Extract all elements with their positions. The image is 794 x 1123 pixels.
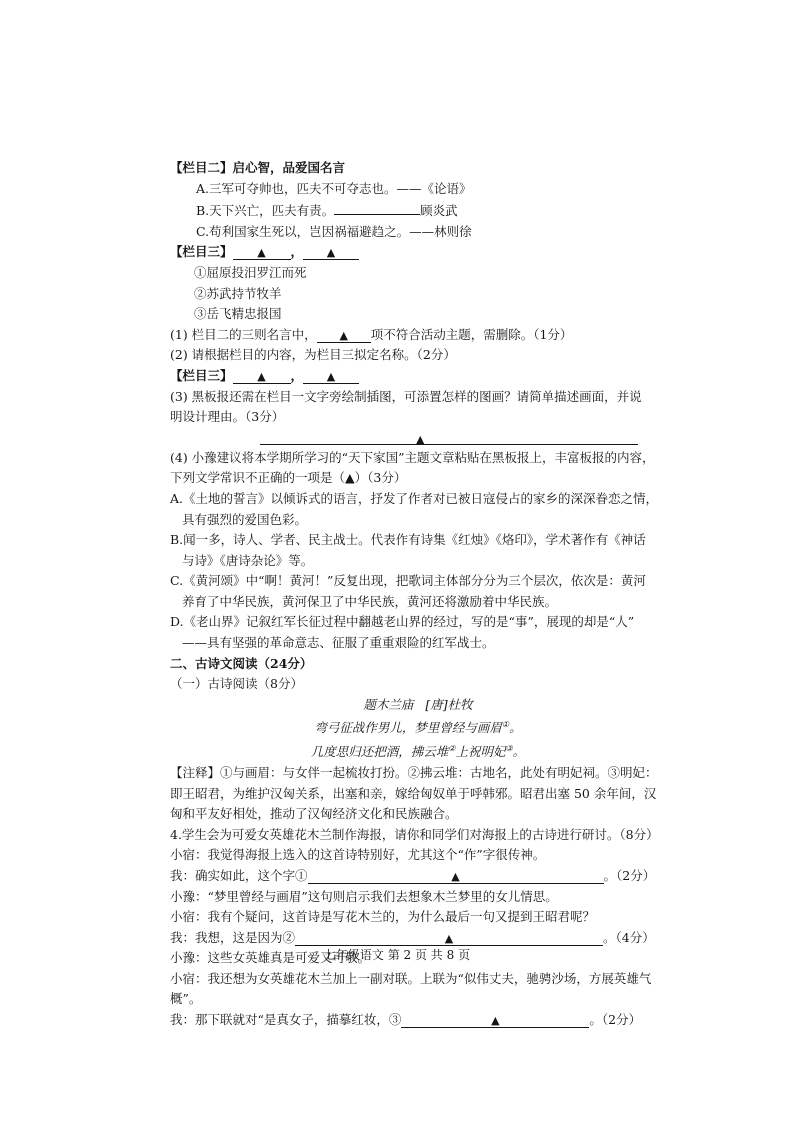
col2-option-a: A.三军可夺帅也，匹夫不可夺志也。——《论语》 bbox=[196, 180, 472, 196]
col3-item-2: ②苏武持节牧羊 bbox=[194, 285, 282, 301]
dialogue-line-2: 我：确实如此，这个字① ▲ 。（2分） bbox=[170, 867, 656, 883]
answer-blank-1[interactable] bbox=[308, 868, 604, 884]
col3-answer-line: 【栏目三】 ▲ ， ▲ bbox=[170, 366, 630, 387]
q4-option-d-2: ——具有坚强的革命意志、征服了重重艰险的红军战士。 bbox=[182, 635, 495, 651]
q4-option-b-2: 与诗》《唐诗杂论》等。 bbox=[182, 552, 314, 568]
answer-mark-icon: ▲ bbox=[326, 369, 336, 383]
section-2-title: 二、古诗文阅读（24分） bbox=[170, 655, 313, 671]
answer-mark-icon: ▲ bbox=[491, 1014, 500, 1028]
col3-heading: 【栏目三】 ▲ ， ▲ bbox=[170, 242, 630, 263]
col2-option-b: B.天下兴亡，匹夫有责。 顾炎武 bbox=[170, 199, 630, 222]
dialogue-line-5: 我：我想，这是因为② ▲ 。（4分） bbox=[170, 929, 655, 945]
question-4-line-1: (4) 小豫建议将本学期所学习的“天下家国”主题文章粘贴在黑板报上，丰富板报的内容， bbox=[170, 449, 655, 465]
question-4-line-2: 下列文学常识不正确的一项是（▲）（3分） bbox=[170, 470, 407, 486]
q1-answer-blank[interactable] bbox=[317, 327, 371, 343]
col3-item-3: ③岳飞精忠报国 bbox=[194, 306, 282, 322]
poem-title: 题木兰庙 [唐]杜牧 bbox=[363, 696, 473, 712]
dialogue-line-9: 我：那下联就对“是真女子，描摹红妆，③ ▲ 。（2分） bbox=[170, 1012, 642, 1028]
page-content bbox=[170, 158, 659, 1031]
col3-answer-blank-1[interactable] bbox=[233, 368, 291, 384]
answer-mark-icon: ▲ bbox=[257, 246, 266, 260]
q3-answer-line[interactable] bbox=[170, 428, 630, 448]
answer-mark-icon: ▲ bbox=[326, 246, 336, 260]
answer-blank-3[interactable] bbox=[401, 1012, 589, 1028]
dialogue-line-8: 概”。 bbox=[170, 991, 202, 1007]
poem-notes-3: 匈和平友好相处，推动了汉匈经济文化和民族融合。 bbox=[170, 806, 458, 822]
poem-notes-1: 【注释】①与画眉：与女伴一起梳妆打扮。②拂云堆：古地名，此处有明妃祠。③明妃： bbox=[170, 764, 658, 780]
dialogue-line-6: 小豫：这些女英雄真是可爱又可敬。 bbox=[170, 950, 371, 966]
col2-option-c: C.苟利国家生死以，岂因祸福避趋之。——林则徐 bbox=[196, 223, 472, 239]
question-3-line-1: (3) 黑板报还需在栏目一文字旁绘制插图，可添置怎样的图画？请简单描述画面，并说 bbox=[170, 388, 642, 404]
col2-heading: 【栏目二】启心智，品爱国名言 bbox=[170, 160, 346, 175]
dialogue-line-3: 小豫：“梦里曾经与画眉”这句则启示我们去想象木兰梦里的女儿情思。 bbox=[170, 888, 558, 904]
answer-mark-icon: ▲ bbox=[257, 369, 266, 383]
q4-option-d-1: D.《老山界》记叙红军长征过程中翻越老山界的经过，写的是“事”，展现的却是“人” bbox=[170, 614, 635, 630]
poem-line-1: 弯弓征战作男儿，梦里曾经与画眉①。 bbox=[314, 720, 522, 736]
col3-blank-1[interactable] bbox=[233, 244, 291, 260]
col3-blank-2[interactable] bbox=[303, 244, 359, 260]
question-2: (2) 请根据栏目的内容，为栏目三拟定名称。（2分） bbox=[170, 347, 456, 363]
q4-option-c-2: 养育了中华民族，黄河保卫了中华民族，黄河还将激励着中华民族。 bbox=[182, 593, 558, 609]
answer-blank-2[interactable] bbox=[295, 930, 603, 946]
answer-mark-icon: ▲ bbox=[444, 931, 454, 945]
q4-option-a-2: 具有强烈的爱国色彩。 bbox=[182, 511, 308, 527]
col3-item-1: ①屈原投汨罗江而死 bbox=[194, 264, 307, 280]
answer-mark-icon: ▲ bbox=[416, 432, 425, 446]
q4-option-c-1: C.《黄河颂》中“啊！黄河！”反复出现，把歌词主体部分分为三个层次，依次是：黄河 bbox=[170, 573, 646, 589]
answer-mark-icon: ▲ bbox=[339, 328, 348, 342]
answer-mark-icon: ▲ bbox=[451, 869, 460, 883]
q4-option-b-1: B.闻一多，诗人、学者、民主战士。代表作有诗集《红烛》《烙印》，学术著作有《神话 bbox=[170, 532, 646, 548]
question-3-line-2: 明设计理由。（3分） bbox=[170, 409, 285, 425]
dialogue-line-4: 小宿：我有个疑问，这首诗是写花木兰的，为什么最后一句又提到王昭君呢？ bbox=[170, 909, 596, 925]
section-2-sub-1: （一）古诗阅读（8分） bbox=[170, 676, 303, 692]
col3-answer-blank-2[interactable] bbox=[303, 368, 359, 384]
dialogue-line-7: 小宿：我还想为女英雄花木兰加上一副对联。上联为“似伟丈夫，驰骋沙场，方展英雄气 bbox=[170, 970, 652, 986]
page-footer: 七年级语文 第 2 页 共 8 页 bbox=[323, 948, 471, 962]
poem-line-2: 几度思归还把酒，拂云堆②上祝明妃③。 bbox=[310, 744, 526, 760]
poem-notes-2: 即王昭君，为维护汉匈关系，出塞和亲，嫁给匈奴单于呼韩邪。昭君出塞 50 余年间，汉 bbox=[170, 785, 657, 801]
q4-option-a-1: A.《土地的誓言》以倾诉式的语言，抒发了作者对已被日寇侵占的家乡的深深眷恋之情， bbox=[170, 490, 659, 506]
question-1: (1) 栏目二的三则名言中， ▲ 项不符合活动主题，需删除。（1分） bbox=[170, 326, 573, 342]
dialogue-line-1: 小宿：我觉得海报上选入的这首诗特别好，尤其这个“作”字很传神。 bbox=[170, 847, 546, 863]
question-4-intro: 4.学生会为可爱女英雄花木兰制作海报，请你和同学们对海报上的古诗进行研讨。（8分） bbox=[170, 826, 659, 842]
